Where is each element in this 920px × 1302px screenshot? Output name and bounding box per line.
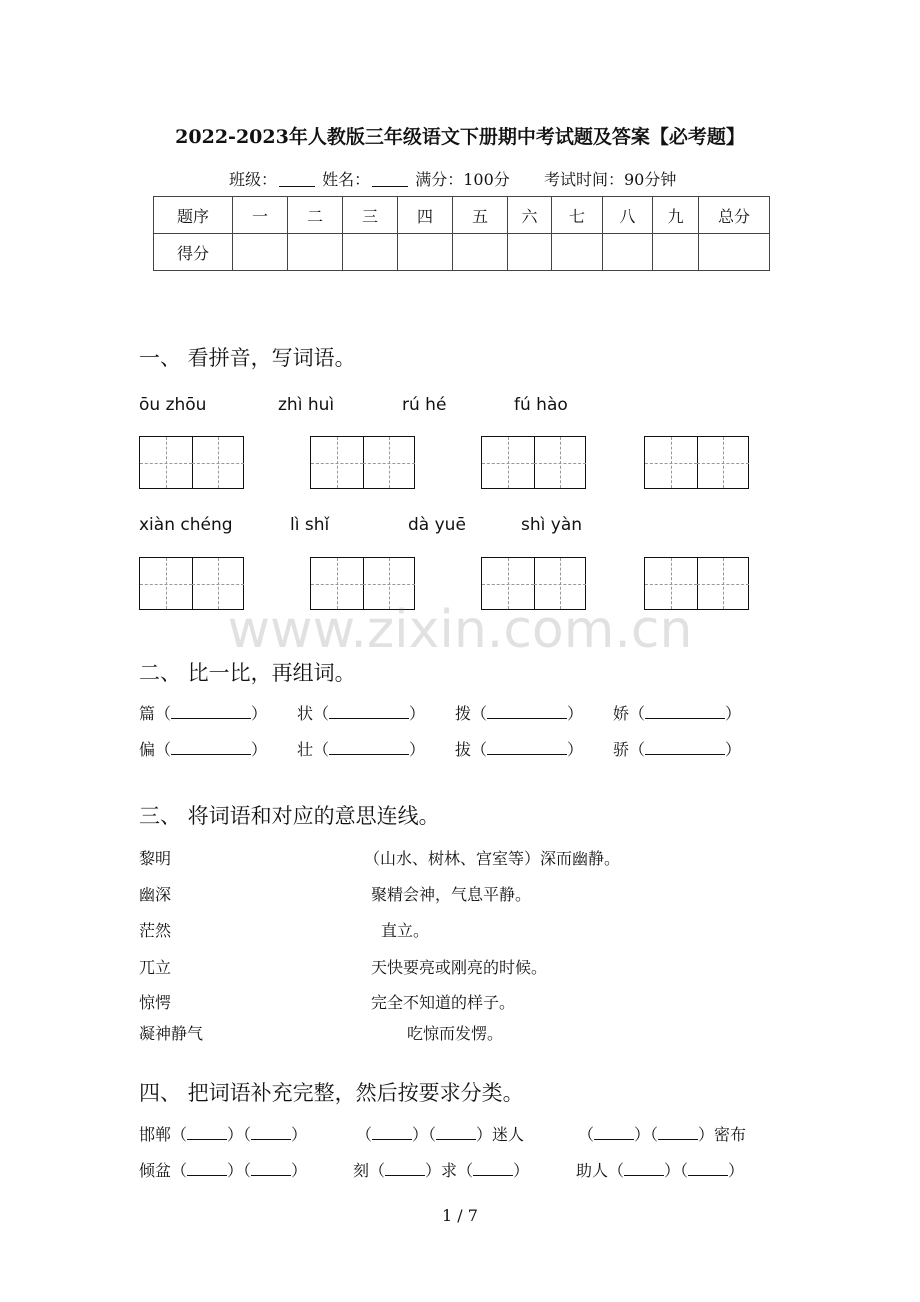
score-cell-header: 八 — [603, 197, 653, 234]
pinyin-label: shì yàn — [521, 515, 583, 535]
pinyin-label: fú hào — [514, 395, 568, 415]
score-cell[interactable] — [699, 234, 770, 271]
score-cell-header: 总分 — [699, 197, 770, 234]
match-meaning[interactable]: 直立。 — [381, 921, 430, 940]
score-cell-header: 三 — [343, 197, 398, 234]
match-meaning[interactable]: 完全不知道的样子。 — [371, 993, 516, 1012]
score-cell[interactable] — [288, 234, 343, 271]
writing-grid[interactable] — [644, 436, 749, 489]
score-cell[interactable] — [552, 234, 603, 271]
score-cell[interactable] — [343, 234, 398, 271]
name-blank[interactable] — [372, 172, 408, 187]
watermark: www.zixin.com.cn — [227, 600, 693, 660]
match-meaning[interactable]: （山水、树林、宫室等）深而幽静。 — [364, 849, 621, 868]
writing-grid[interactable] — [310, 436, 415, 489]
idiom-blank[interactable] — [251, 1139, 291, 1140]
answer-blank[interactable] — [487, 718, 567, 719]
idiom-item: 邯郸（ ）（ ） — [139, 1125, 308, 1144]
score-cell[interactable] — [233, 234, 288, 271]
idiom-text: 刻 — [353, 1161, 370, 1180]
compare-item: 娇（ ） — [613, 704, 742, 723]
answer-blank[interactable] — [645, 718, 725, 719]
compare-char: 偏 — [139, 740, 156, 759]
compare-item: 骄（ ） — [613, 740, 742, 759]
score-table-score-row — [154, 234, 770, 271]
idiom-blank[interactable] — [187, 1175, 227, 1176]
idiom-blank[interactable] — [385, 1175, 425, 1176]
idiom-blank[interactable] — [594, 1139, 634, 1140]
match-word[interactable]: 茫然 — [139, 921, 172, 940]
match-word[interactable]: 幽深 — [139, 885, 172, 904]
compare-item: 篇（ ） — [139, 704, 268, 723]
score-cell-header: 五 — [453, 197, 508, 234]
match-word[interactable]: 兀立 — [139, 958, 172, 977]
pinyin-label: zhì huì — [278, 395, 335, 415]
match-meaning[interactable]: 吃惊而发愣。 — [407, 1024, 504, 1043]
score-label: 满分：100分 — [415, 170, 510, 189]
idiom-item: 助人（ ）（ ） — [576, 1161, 745, 1180]
compare-item: 壮（ ） — [297, 740, 426, 759]
idiom-text: 邯郸 — [139, 1125, 172, 1144]
score-cell[interactable] — [453, 234, 508, 271]
compare-item: 拔（ ） — [455, 740, 584, 759]
score-cell[interactable] — [603, 234, 653, 271]
idiom-blank[interactable] — [187, 1139, 227, 1140]
compare-char: 拨 — [455, 704, 472, 723]
answer-blank[interactable] — [329, 754, 409, 755]
compare-char: 拔 — [455, 740, 472, 759]
compare-item: 偏（ ） — [139, 740, 268, 759]
compare-char: 篇 — [139, 704, 156, 723]
match-meaning[interactable]: 天快要亮或刚亮的时候。 — [371, 958, 548, 977]
score-cell[interactable] — [398, 234, 453, 271]
exam-info — [229, 167, 676, 190]
match-word[interactable]: 黎明 — [139, 849, 172, 868]
idiom-text: 助人 — [576, 1161, 609, 1180]
idiom-item: 刻（ ）求（ ） — [353, 1161, 530, 1180]
answer-blank[interactable] — [171, 718, 251, 719]
section2-heading: 二、 比一比，再组词。 — [139, 661, 356, 685]
class-blank[interactable] — [279, 172, 315, 187]
idiom-text: 密布 — [714, 1125, 747, 1144]
score-cell-header: 一 — [233, 197, 288, 234]
compare-item: 拨（ ） — [455, 704, 584, 723]
idiom-blank[interactable] — [688, 1175, 728, 1176]
idiom-text: 迷人 — [492, 1125, 525, 1144]
score-cell-header: 七 — [552, 197, 603, 234]
section4-heading: 四、 把词语补充完整，然后按要求分类。 — [139, 1081, 524, 1105]
score-cell-header: 九 — [653, 197, 699, 234]
score-table-header-row — [154, 197, 770, 234]
name-label: 姓名： — [322, 170, 371, 189]
compare-item: 状（ ） — [297, 704, 426, 723]
idiom-item: （ ）（ ）迷人 — [356, 1125, 525, 1144]
compare-char: 娇 — [613, 704, 630, 723]
idiom-blank[interactable] — [436, 1139, 476, 1140]
pinyin-label: rú hé — [402, 395, 447, 415]
score-cell-header: 四 — [398, 197, 453, 234]
match-meaning[interactable]: 聚精会神，气息平静。 — [371, 885, 532, 904]
page-number: 1 / 7 — [442, 1206, 478, 1225]
time-label: 考试时间：90分钟 — [543, 170, 677, 189]
pinyin-label: xiàn chéng — [139, 515, 233, 535]
match-word[interactable]: 惊愕 — [139, 993, 172, 1012]
answer-blank[interactable] — [171, 754, 251, 755]
class-label: 班级： — [229, 170, 278, 189]
idiom-text: 倾盆 — [139, 1161, 172, 1180]
score-cell[interactable] — [508, 234, 552, 271]
answer-blank[interactable] — [487, 754, 567, 755]
idiom-blank[interactable] — [473, 1175, 513, 1176]
idiom-blank[interactable] — [251, 1175, 291, 1176]
idiom-text: 求 — [441, 1161, 458, 1180]
section3-heading: 三、 将词语和对应的意思连线。 — [139, 804, 440, 828]
writing-grid[interactable] — [139, 436, 244, 489]
idiom-blank[interactable] — [658, 1139, 698, 1140]
compare-char: 骄 — [613, 740, 630, 759]
section1-heading: 一、 看拼音，写词语。 — [139, 346, 356, 370]
idiom-blank[interactable] — [372, 1139, 412, 1140]
idiom-item: 倾盆（ ）（ ） — [139, 1161, 308, 1180]
score-row-label: 得分 — [154, 234, 233, 271]
idiom-blank[interactable] — [624, 1175, 664, 1176]
compare-char: 状 — [297, 704, 314, 723]
answer-blank[interactable] — [329, 718, 409, 719]
writing-grid[interactable] — [481, 436, 586, 489]
score-cell-header: 二 — [288, 197, 343, 234]
idiom-item: （ ）（ ）密布 — [578, 1125, 747, 1144]
score-cell-header: 题序 — [154, 197, 233, 234]
pinyin-label: lì shǐ — [290, 515, 330, 535]
match-word[interactable]: 凝神静气 — [139, 1024, 204, 1043]
score-cell-header: 六 — [508, 197, 552, 234]
pinyin-label: ōu zhōu — [139, 395, 207, 415]
compare-char: 壮 — [297, 740, 314, 759]
pinyin-label: dà yuē — [408, 515, 466, 535]
page-title: 2022-2023年人教版三年级语文下册期中考试题及答案【必考题】 — [175, 126, 745, 148]
score-cell[interactable] — [653, 234, 699, 271]
answer-blank[interactable] — [645, 754, 725, 755]
score-table — [153, 196, 770, 271]
